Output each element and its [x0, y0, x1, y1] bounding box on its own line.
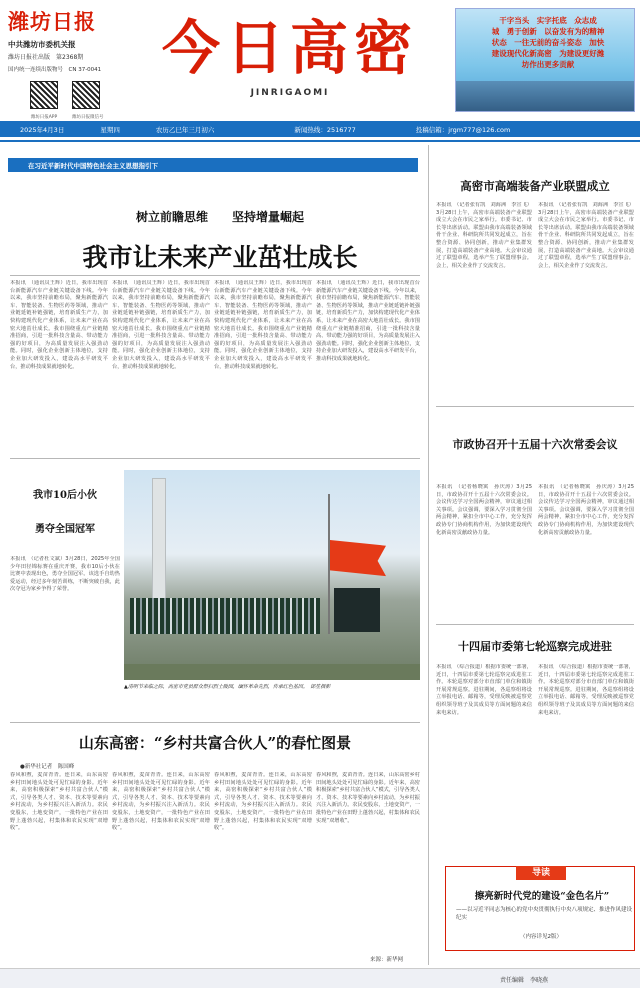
guide-tag: 导读	[516, 866, 566, 880]
section-banner	[8, 158, 418, 172]
weekday: 星期四	[100, 125, 120, 134]
qr-label: 潍坊日报微信号	[72, 115, 104, 120]
photo-caption: ▲清明节来临之际，高密市党员群众祭扫烈士陵园，缅怀革命先烈，传承红色基因。 郎笙摄影	[124, 684, 331, 690]
story4-headline[interactable]: 十四届市委第七轮巡察完成进驻	[458, 640, 612, 653]
app-qr-code[interactable]	[30, 81, 58, 109]
feature-body-col2: 春风和煦，麦苗青青。连日来，山东高密乡村田间地头处处可见忙碌的身影。近年来，高密积极探索“乡村共富合伙人”模式，引导各类人才、资本、技术等要素向乡村流动，为乡村振兴注入新活力。农民变股东，土地变资产，一批特色产业在田野上蓬勃兴起，村集体和农民实现“双增收”。	[112, 772, 210, 832]
crowd-image	[130, 598, 320, 634]
news-hotline: 新闻热线：2516777	[294, 125, 356, 134]
flag-guard-image	[334, 588, 380, 632]
side-headline-2[interactable]: 勇夺全国冠军	[35, 524, 95, 535]
wechat-qr-code[interactable]	[72, 81, 100, 109]
top-divider	[0, 140, 640, 142]
story2-headline[interactable]: 高密市高端装备产业联盟成立	[460, 179, 610, 193]
lead-kicker: 树立前瞻思维 坚持增量崛起	[135, 210, 304, 224]
story2-body-col2: 本报讯 （记者张有凯 刘海洲 李宣飞）3月28日上午，高密市高端装备产业联盟成立大会在市民之家举行。市委书记、市长等出席活动。联盟由我市高端装备领域骨干企业、科研院所共同发起成立，旨在整合资源、协同创新，推动产业集群发展，打造高端装备产业高地。大会审议通过了联盟章程，选举产生了联盟理事会。会上，相关企业作了交流发言。	[538, 202, 634, 269]
guide-note[interactable]: （内容详见2版）	[520, 934, 562, 940]
flagpole-image	[328, 494, 330, 634]
issue-date: 2025年4月3日	[20, 125, 65, 134]
feature-body-col3: 春风和煦，麦苗青青。连日来，山东高密乡村田间地头处处可见忙碌的身影。近年来，高密积极探索“乡村共富合伙人”模式，引导各类人才、资本、技术等要素向乡村流动，为乡村振兴注入新活力。农民变股东，土地变资产，一批特色产业在田野上蓬勃兴起，村集体和农民实现“双增收”。	[214, 772, 312, 832]
date-bar	[0, 121, 640, 137]
serial-number: 国内统一连续出版物号 CN 37-0041	[8, 67, 102, 73]
divider	[10, 722, 420, 723]
feature-byline: ●新华社记者 陈国峰	[20, 764, 75, 770]
lead-body-col4: 本报讯 （通讯员王辉）近日，我市出现首台新能源汽车产业链关键设备下线。今年以来，我市坚持前瞻布局，聚焦新能源汽车、智能装备、生物医药等领域，推动产业链延链补链强链，培育新质生产力，加快构建现代化产业体系，让未来产业在高密大地茁壮成长。我市围绕重点产业链精准招商，引进一批科技含量高、带动能力强的好项目，为高质量发展注入强劲动能。同时，强化企业创新主体地位，支持企业加大研发投入，建设高水平研发平台，推动科技成果就地转化。	[316, 280, 420, 362]
side-body: 本报讯 （记者杜文斌）3月28日，2025年全国少年田径锦标赛在重庆开赛，我市10后小伙在比赛中表现出色，勇夺全国冠军。该选手自幼热爱运动，经过多年刻苦训练，不断突破自我，此次夺冠为家乡争得了荣誉。	[10, 556, 120, 593]
lunar-date: 农历乙巳年三月初六	[155, 125, 215, 134]
story3-body-col1: 本报讯 （记者杨晓寓 孙庆涛）3月25日，市政协召开十五届十六次常委会议。会议传达学习全国两会精神，审议通过相关事项。会议强调，要深入学习贯彻全国两会精神，紧扣全市中心工作，充分发挥政协专门协商机构作用，为加快建设现代化新高密贡献政协力量。	[436, 484, 532, 536]
page-footer	[0, 968, 640, 988]
commemoration-photo[interactable]	[124, 470, 420, 680]
qr-label: 潍坊日报APP	[30, 115, 58, 120]
submission-email[interactable]: 投稿信箱：jrgm777@126.com	[415, 125, 511, 134]
city-skyline-image	[456, 81, 634, 111]
column-divider	[428, 145, 429, 965]
slogan-banner	[455, 8, 635, 112]
feature-headline[interactable]: 山东高密：“乡村共富合伙人”的春忙图景	[78, 734, 352, 752]
lead-body-col2: 本报讯 （通讯员王辉）近日，我市出现首台新能源汽车产业链关键设备下线。今年以来，我市坚持前瞻布局，聚焦新能源汽车、智能装备、生物医药等领域，推动产业链延链补链强链，培育新质生产力，加快构建现代化产业体系，让未来产业在高密大地茁壮成长。我市围绕重点产业链精准招商，引进一批科技含量高、带动能力强的好项目，为高质量发展注入强劲动能。同时，强化企业创新主体地位，支持企业加大研发投入，建设高水平研发平台，推动科技成果就地转化。	[112, 280, 210, 370]
feature-source: 来源：新华网	[370, 957, 404, 963]
story3-headline[interactable]: 市政协召开十五届十六次常委会议	[452, 438, 618, 451]
lead-body-col3: 本报讯 （通讯员王辉）近日，我市出现首台新能源汽车产业链关键设备下线。今年以来，我市坚持前瞻布局，聚焦新能源汽车、智能装备、生物医药等领域，推动产业链延链补链强链，培育新质生产力，加快构建现代化产业体系，让未来产业在高密大地茁壮成长。我市围绕重点产业链精准招商，引进一批科技含量高、带动能力强的好项目，为高质量发展注入强劲动能。同时，强化企业创新主体地位，支持企业加大研发投入，建设高水平研发平台，推动科技成果就地转化。	[214, 280, 312, 370]
newspaper-logo: 潍坊日报	[8, 9, 96, 34]
edition-title	[160, 8, 420, 118]
feature-body-col4: 春风和煦，麦苗青青。连日来，山东高密乡村田间地头处处可见忙碌的身影。近年来，高密积极探索“乡村共富合伙人”模式，引导各类人才、资本、技术等要素向乡村流动，为乡村振兴注入新活力。农民变股东，土地变资产，一批特色产业在田野上蓬勃兴起，村集体和农民实现“双增收”。	[316, 772, 420, 824]
lead-headline[interactable]: 我市让未来产业茁壮成长	[82, 243, 358, 272]
story4-body-col1: 本报讯 （综合报道）根据市委统一部署，近日，十四届市委第七轮巡察完成进驻工作。本轮巡察对部分市直部门单位和镇街开展常规巡察。进驻期间，各巡察组将设立举报电话、邮箱等，受理反映被巡察党组织领导班子及其成员等方面问题的来信来电来访。	[436, 664, 532, 716]
slogan-text: 干字当头 实字托底 众志成 城 勇于创新 以奋发有为的精神 状态 一往无前的奋斗姿态 加快 建设现代化新高密 为建设更好潍 坊作出更多贡献	[491, 16, 605, 69]
divider	[10, 275, 420, 276]
org-name: 中共潍坊市委机关报	[8, 40, 76, 49]
ground-image	[124, 664, 420, 680]
photo-credit: 郎笙摄影	[310, 684, 331, 690]
edition-pinyin: JINRIGAOMI	[250, 88, 330, 98]
divider	[436, 624, 634, 625]
editor-credit: 责任编辑 李晓燕	[500, 977, 549, 984]
story2-body-col1: 本报讯 （记者张有凯 刘海洲 李宣飞）3月28日上午，高密市高端装备产业联盟成立大会在市民之家举行。市委书记、市长等出席活动。联盟由我市高端装备领域骨干企业、科研院所共同发起成立，旨在整合资源、协同创新，推动产业集群发展，打造高端装备产业高地。大会审议通过了联盟章程，选举产生了联盟理事会。会上，相关企业作了交流发言。	[436, 202, 532, 269]
side-headline-1[interactable]: 我市10后小伙	[33, 490, 97, 501]
section-banner-text: 在习近平新时代中国特色社会主义思想指引下	[28, 161, 158, 170]
red-flag-image	[330, 540, 386, 578]
divider	[10, 458, 420, 459]
publisher-info: 潍坊日报社出版 第2368期	[8, 54, 84, 61]
divider	[436, 406, 634, 407]
story4-body-col2: 本报讯 （综合报道）根据市委统一部署，近日，十四届市委第七轮巡察完成进驻工作。本轮巡察对部分市直部门单位和镇街开展常规巡察。进驻期间，各巡察组将设立举报电话、邮箱等，受理反映被巡察党组织领导班子及其成员等方面问题的来信来电来访。	[538, 664, 634, 716]
masthead-left	[8, 6, 126, 120]
story3-body-col2: 本报讯 （记者杨晓寓 孙庆涛）3月25日，市政协召开十五届十六次常委会议。会议传达学习全国两会精神，审议通过相关事项。会议强调，要深入学习贯彻全国两会精神，紧扣全市中心工作，充分发挥政协专门协商机构作用，为加快建设现代化新高密贡献政协力量。	[538, 484, 634, 536]
guide-subhead: ——以习近平同志为核心的党中央贯彻执行中央八项规定、推进作风建设纪实	[456, 907, 633, 921]
guide-headline[interactable]: 擦亮新时代党的建设“金色名片”	[474, 891, 610, 902]
feature-body-col1: 春风和煦，麦苗青青。连日来，山东高密乡村田间地头处处可见忙碌的身影。近年来，高密积极探索“乡村共富合伙人”模式，引导各类人才、资本、技术等要素向乡村流动，为乡村振兴注入新活力。农民变股东，土地变资产，一批特色产业在田野上蓬勃兴起，村集体和农民实现“双增收”。	[10, 772, 108, 832]
edition-name: 今日高密	[161, 14, 418, 82]
lead-body-col1: 本报讯 （通讯员王辉）近日，我市出现首台新能源汽车产业链关键设备下线。今年以来，我市坚持前瞻布局，聚焦新能源汽车、智能装备、生物医药等领域，推动产业链延链补链强链，培育新质生产力，加快构建现代化产业体系，让未来产业在高密大地茁壮成长。我市围绕重点产业链精准招商，引进一批科技含量高、带动能力强的好项目，为高质量发展注入强劲动能。同时，强化企业创新主体地位，支持企业加大研发投入，建设高水平研发平台，推动科技成果就地转化。	[10, 280, 108, 370]
